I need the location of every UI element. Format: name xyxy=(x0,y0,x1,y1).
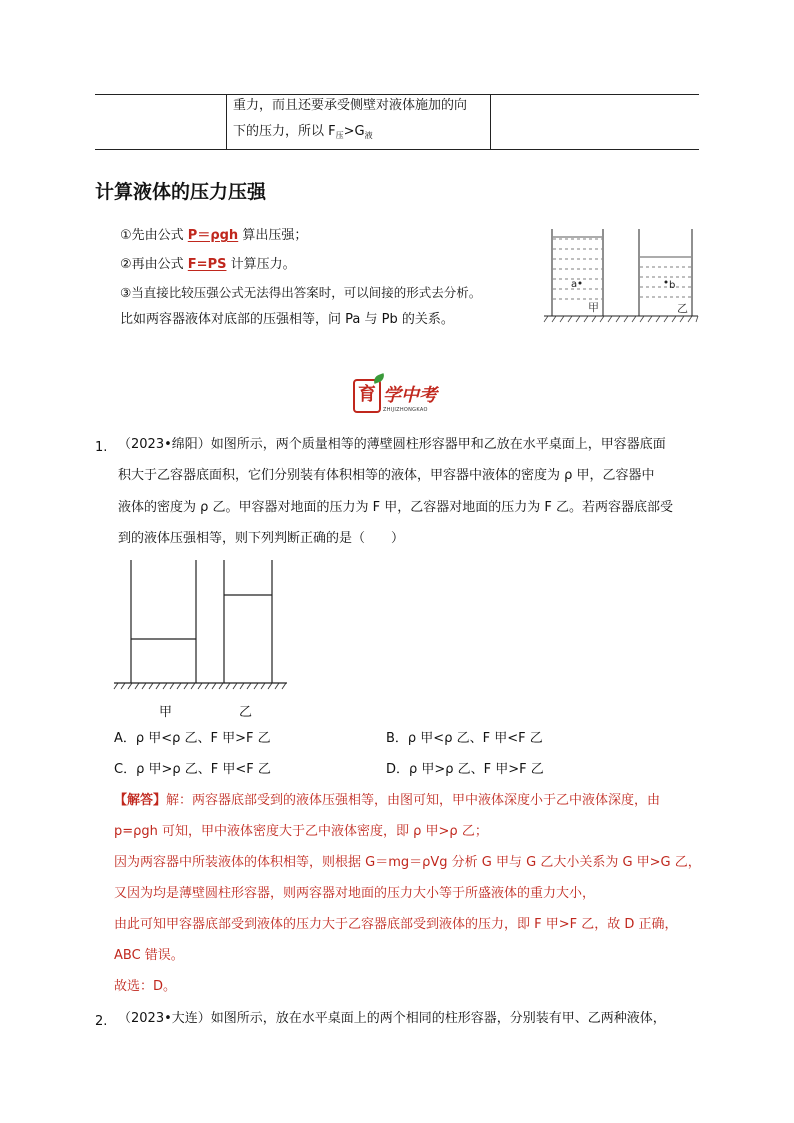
label-b: b xyxy=(669,280,676,291)
q1-answer-line3: 因为两容器中所装液体的体积相等，则根据 G＝mg＝ρVg 分析 G 甲与 G 乙大小关系为 G 甲>G 乙， xyxy=(114,855,701,870)
answer-tag: 【解答】 xyxy=(114,793,167,808)
section-title: 计算液体的压力压强 xyxy=(95,181,267,203)
label-yi-1: 乙 xyxy=(677,302,688,315)
q1-option-a[interactable]: A．ρ 甲<ρ 乙、F 甲>F 乙 xyxy=(114,731,271,746)
table-cell-line1: 重力，而且还要承受侧壁对液体施加的向 xyxy=(233,98,468,113)
q1-answer-line4: 又因为均是薄壁圆柱形容器，则两容器对地面的压力大小等于所盛液体的重力大小， xyxy=(114,886,596,901)
label-a: a xyxy=(571,279,578,290)
method-item-2: ②再由公式 F=PS 计算压力。 xyxy=(120,257,296,272)
q1-number: 1. xyxy=(95,440,108,455)
q1-answer-line2: p=ρgh 可知，甲中液体密度大于乙中液体密度，即 ρ 甲>ρ 乙； xyxy=(114,824,488,839)
q1-option-d[interactable]: D．ρ 甲>ρ 乙、F 甲>F 乙 xyxy=(386,762,544,777)
label-jia-1: 甲 xyxy=(588,301,599,314)
method-item-4: 比如两容器液体对底部的压强相等，问 Pa 与 Pb 的关系。 xyxy=(120,312,454,327)
q1-fig-label-yi: 乙 xyxy=(239,705,253,720)
q1-fig-label-jia: 甲 xyxy=(159,705,173,720)
q1-stem-line3: 液体的密度为 ρ 乙。甲容器对地面的压力为 F 甲，乙容器对地面的压力为 F 乙。若两容器底部受 xyxy=(118,500,674,515)
method-item-1: ①先由公式 P＝ρgh 算出压强； xyxy=(120,228,308,243)
q1-answer-line5: 由此可知甲容器底部受到液体的压力大于乙容器底部受到液体的压力，即 F 甲>F 乙，故 D 正确， xyxy=(114,917,678,932)
q1-answer-line1: 【解答】解：两容器底部受到的液体压强相等，由图可知，甲中液体深度小于乙中液体深度，由 xyxy=(114,793,661,808)
q1-answer-line6: ABC 错误。 xyxy=(114,948,184,963)
logo-badge-icon: 育 xyxy=(353,379,381,413)
logo-name: 学中考 xyxy=(383,385,437,406)
table-col-divider-1 xyxy=(226,94,227,150)
brand-logo xyxy=(353,375,443,419)
q1-stem-line1: （2023•绵阳）如图所示，两个质量相等的薄壁圆柱形容器甲和乙放在水平桌面上，甲容器底面 xyxy=(118,437,666,452)
q2-number: 2. xyxy=(95,1014,108,1029)
table-top-border xyxy=(95,94,699,95)
q1-option-b[interactable]: B．ρ 甲<ρ 乙、F 甲<F 乙 xyxy=(386,731,543,746)
q1-option-c[interactable]: C．ρ 甲>ρ 乙、F 甲<F 乙 xyxy=(114,762,271,777)
table-col-divider-2 xyxy=(490,94,491,150)
q1-stem-line4: 到的液体压强相等，则下列判断正确的是（ ） xyxy=(118,531,405,546)
table-cell-line2: 下的压力，所以 $F_压>G_液$ xyxy=(233,124,373,140)
q1-container-figure xyxy=(112,558,292,720)
q2-stem-line1: （2023•大连）如图所示，放在水平桌面上的两个相同的柱形容器，分别装有甲、乙两种液体， xyxy=(118,1011,666,1026)
method-item-3: ③当直接比较压强公式无法得出答案时，可以间接的形式去分析。 xyxy=(120,285,482,300)
table-bottom-border xyxy=(95,149,699,150)
logo-subtitle: ZHIJIZHONGKAO xyxy=(383,407,428,413)
q1-answer-line7: 故选：D。 xyxy=(114,979,177,994)
container-diagram-ab xyxy=(540,225,700,325)
q1-stem-line2: 积大于乙容器底面积，它们分别装有体积相等的液体，甲容器中液体的密度为 ρ 甲，乙容器中 xyxy=(118,468,655,483)
